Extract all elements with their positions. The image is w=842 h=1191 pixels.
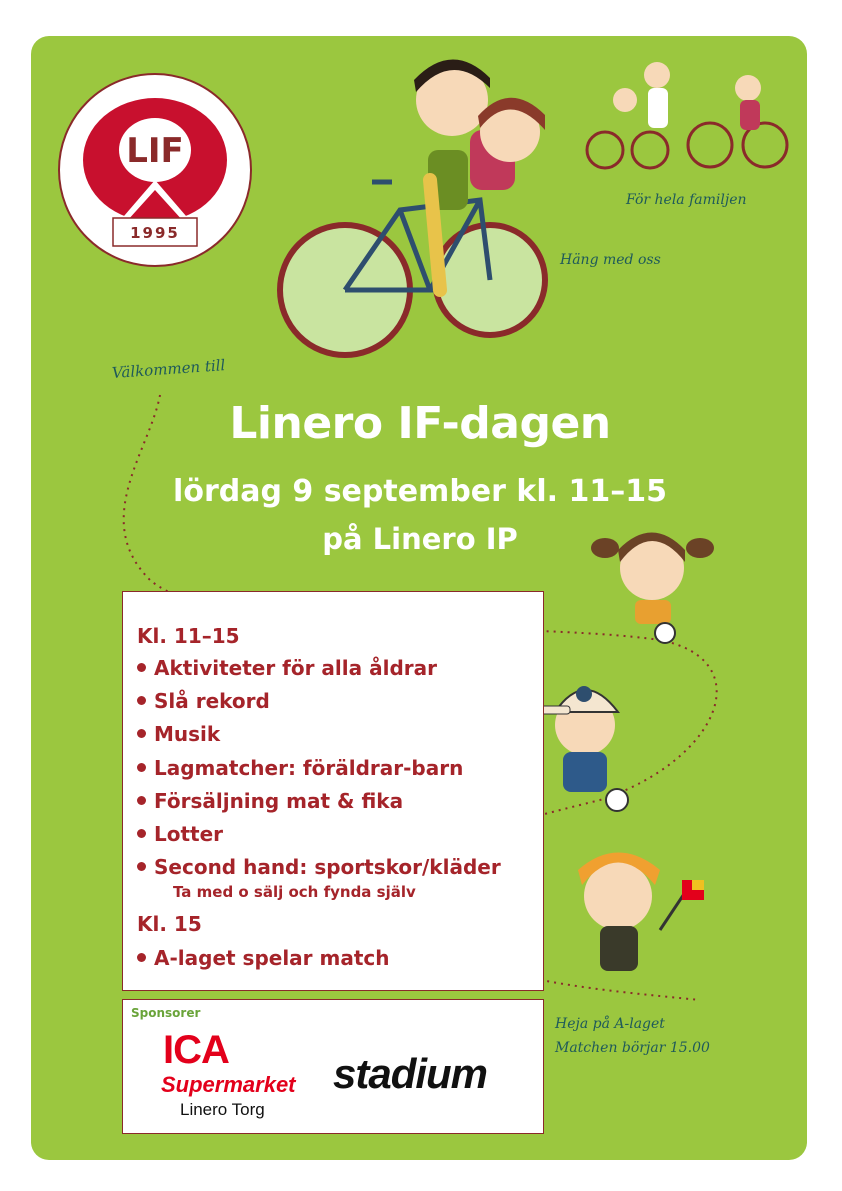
program-item: Lagmatcher: föräldrar-barn (137, 756, 463, 780)
bullet-icon (137, 953, 146, 962)
bullet-icon (137, 729, 146, 738)
bullet-icon (137, 862, 146, 871)
bullet-icon (137, 696, 146, 705)
sponsors-box (122, 999, 544, 1134)
ica-store-name: Linero Torg (180, 1100, 265, 1119)
caption-cheer-2: Matchen börjar 15.00 (555, 1040, 710, 1056)
program-item: Aktiviteter för alla åldrar (137, 656, 437, 680)
program-time-1: Kl. 11–15 (137, 624, 240, 648)
program-item: Lotter (137, 822, 223, 846)
bullet-icon (137, 663, 146, 672)
event-title: Linero IF-dagen (229, 398, 611, 449)
caption-welcome: Välkommen till (111, 356, 226, 382)
club-logo (55, 70, 255, 270)
program-note: Ta med o sälj och fynda själv (173, 883, 416, 901)
program-item: Musik (137, 722, 220, 746)
program-box (122, 591, 544, 991)
program-item: Second hand: sportskor/kläder (137, 855, 501, 879)
bullet-icon (137, 763, 146, 772)
logo-year: 1995 (130, 224, 180, 242)
caption-family: För hela familjen (626, 192, 747, 208)
logo-text: LIF (126, 131, 184, 171)
event-date: lördag 9 september kl. 11–15 (173, 474, 667, 509)
stadium-logo: stadium (333, 1050, 488, 1097)
ica-logo: ICA (163, 1028, 229, 1072)
event-place: på Linero IP (322, 522, 518, 556)
program-time-2: Kl. 15 (137, 912, 202, 936)
caption-cheer-1: Heja på A-laget (555, 1016, 665, 1032)
bullet-icon (137, 796, 146, 805)
program-item: Försäljning mat & fika (137, 789, 403, 813)
bullet-icon (137, 829, 146, 838)
program-item: Slå rekord (137, 689, 270, 713)
caption-join: Häng med oss (560, 252, 661, 268)
program-item: A-laget spelar match (137, 946, 390, 970)
ica-supermarket: Supermarket (161, 1072, 296, 1097)
sponsors-label: Sponsorer (131, 1006, 201, 1020)
